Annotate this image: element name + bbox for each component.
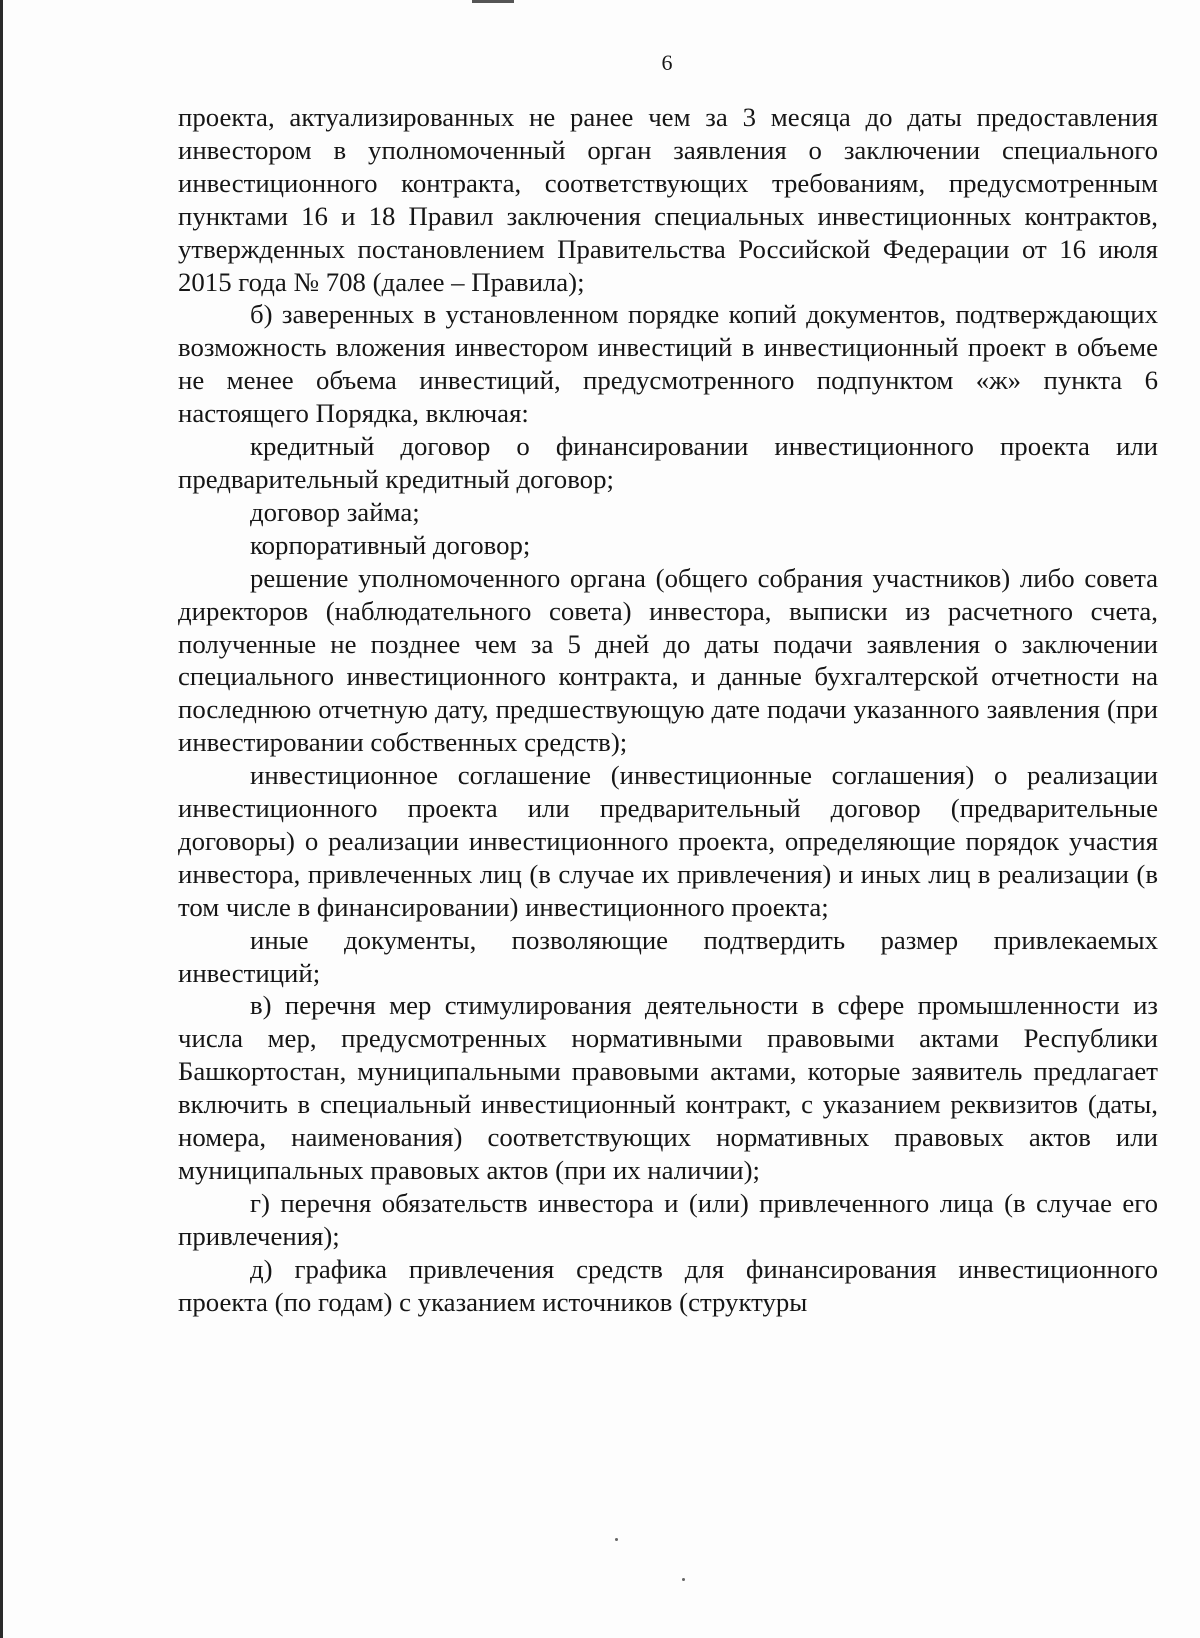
paragraph-decision: решение уполномоченного органа (общего собрания участников) либо совета директоров (наблюдательного совета) инвестора, выписки из расчетного счета, полученные не позднее чем за 5 дней до даты подачи заявления о заключении специального инвестиционного контракта, и данные бухгалтерской отчетности на последнюю отчетную дату, предшествующую дате подачи указанного заявления (при инвестировании собственных средств); [178, 562, 1158, 758]
scan-speck [682, 1578, 685, 1581]
scan-artifact [472, 0, 514, 3]
paragraph-other-documents: иные документы, позволяющие подтвердить размер привлекаемых инвестиций; [178, 924, 1158, 988]
paragraph-continuation: проекта, актуализированных не ранее чем за 3 месяца до даты предоставления инвестором в уполномоченный орган заявления о заключении специального инвестиционного контракта, соответствующих требованиям, предусмотренным пунктами 16 и 18 Правил заключения специальных инвестиционных контрактов, утвержденных постановлением Правительства Российской Федерации от 16 июля 2015 года № 708 (далее – Правила); [178, 102, 1158, 297]
paragraph-v: в) перечня мер стимулирования деятельности в сфере промышленности из числа мер, предусмотренных нормативными правовыми актами Республики Башкортостан, муниципальными правовыми актами, которые заявитель предлагает включить в специальный инвестиционный контракт, с указанием реквизитов (даты, номера, наименования) соответствующих нормативных правовых актов или муниципальных правовых актов (при их наличии); [178, 990, 1158, 1185]
paragraph-d: д) графика привлечения средств для финансирования инвестиционного проекта (по годам) с указанием источников (структуры [178, 1253, 1158, 1317]
document-body [178, 101, 1158, 1319]
scan-edge [0, 0, 3, 1638]
page-number: 6 [661, 50, 673, 75]
paragraph-g: г) перечня обязательств инвестора и (или) привлеченного лица (в случае его привлечения); [178, 1187, 1158, 1251]
scan-speck [615, 1538, 618, 1541]
paragraph-corporate-agreement: корпоративный договор; [250, 529, 531, 560]
paragraph-b: б) заверенных в установленном порядке копий документов, подтверждающих возможность вложения инвестором инвестиций в инвестиционный проект в объеме не менее объема инвестиций, предусмотренного подпунктом «ж» пункта 6 настоящего Порядка, включая: [178, 299, 1158, 429]
paragraph-investment-agreement: инвестиционное соглашение (инвестиционные соглашения) о реализации инвестиционного проекта или предварительный договор (предварительные договоры) о реализации инвестиционного проекта, определяющие порядок участия инвестора, привлеченных лиц (в случае их привлечения) и иных лиц в реализации (в том числе в финансировании) инвестиционного проекта; [178, 760, 1158, 922]
paragraph-credit-agreement: кредитный договор о финансировании инвестиционного проекта или предварительный кредитный договор; [178, 431, 1158, 494]
paragraph-loan-agreement: договор займа; [250, 496, 420, 527]
